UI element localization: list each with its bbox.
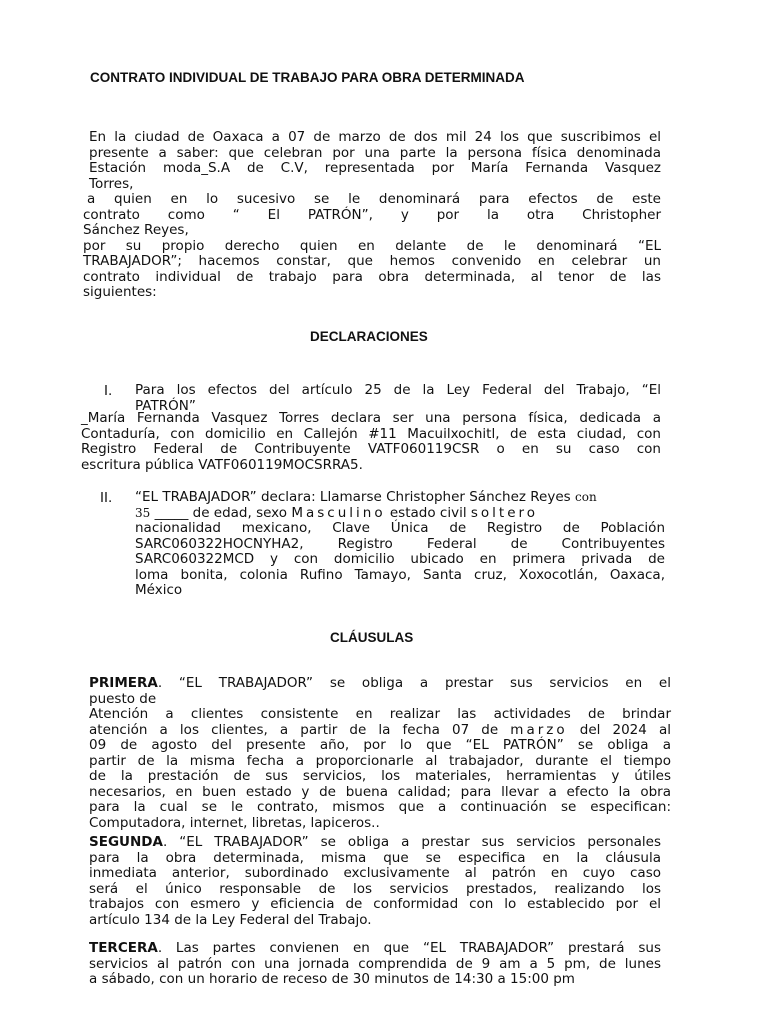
intro-line: contrato individual de trabajo para obra determinada, al tenor de las [83,268,661,285]
clause-line: puesto de [89,690,157,707]
clause-line: necesarios, en buen estado y de buena calidad; para llevar a efecto la obra [89,783,671,800]
intro-line: TRABAJADOR”; hacemos constar, que hemos convenido en celebrar un [83,253,661,269]
clause-line: inmediata anterior, subordinado exclusivamente al patrón en cuyo caso [89,865,661,881]
intro-line: contrato como “ El PATRÓN”, y por la otra Christopher [83,206,661,223]
clause-line: TERCERA. Las partes convienen en que “EL TRABAJADOR” prestará sus [89,940,661,956]
clause-line: a sábado, con un horario de receso de 30 minutos de 14:30 a 15:00 pm [89,971,575,987]
clause-label: TERCERA [89,940,158,956]
intro-paragraph [89,130,661,192]
clause-line: partir de la misma fecha a proporcionarle al trabajador, durante el tiempo [89,752,671,769]
intro-line: presente a saber: que celebran por una parte la persona física denominada [89,144,661,161]
declaration-line: SARC060322HOCNYHA2, Registro Federal de Contribuyentes [135,535,665,552]
clause-label: PRIMERA [89,675,158,691]
declaration-line: Para los efectos del artículo 25 de la Ley Federal del Trabajo, “El [135,382,661,398]
declaration-line: escritura pública VATF060119MOCSRRA5. [81,456,363,473]
declaration-line: México [135,582,183,598]
clausulas-heading: CLÁUSULAS [330,630,414,645]
clause-line: para la cual se le contrato, mismos que a continuación se especifican: [89,799,671,815]
clause-line: trabajos con esmero y eficiencia de conformidad con lo establecido por el [89,896,661,912]
declaration-line: loma bonita, colonia Rufino Tamayo, Santa cruz, Xoxocotlán, Oaxaca, [135,566,665,583]
clausula-primera [89,676,671,831]
declaration-line: SARC060322MCD y con domicilio ubicado en primera privada de [135,551,665,567]
intro-line: Estación moda_S.A de C.V, representada por María Fernanda Vasquez [89,160,661,176]
declaration-line: “EL TRABAJADOR” declara: Llamarse Christopher Sánchez Reyes con [135,489,597,505]
document-title: CONTRATO INDIVIDUAL DE TRABAJO PARA OBRA DETERMINADA [90,70,525,85]
intro-line: Sánchez Reyes, [83,222,189,238]
declaration-2-body [135,490,665,599]
clause-label: SEGUNDA [89,834,163,850]
clause-line: artículo 134 de la Ley Federal del Trabajo. [89,911,372,928]
declaration-1-number: I. [104,383,113,399]
declaration-line: nacionalidad mexicano, Clave Única de Registro de Población [135,520,665,536]
declaration-2-number: II. [100,490,113,506]
intro-line: En la ciudad de Oaxaca a 07 de marzo de dos mil 24 los que suscribimos el [89,129,661,145]
intro-line: Torres, [89,175,134,192]
clausula-tercera [89,941,661,988]
declaration-line: PATRÓN” [135,397,196,414]
clause-line: servicios al patrón con una jornada comprendida de 9 am a 5 pm, de lunes [89,955,661,972]
intro-line: siguientes: [83,284,157,300]
clause-line: de la prestación de sus servicios, los materiales, herramientas y útiles [89,768,671,784]
declaration-line: Contaduría, con domicilio en Callejón #11 Macuilxochitl, de esta ciudad, con [81,425,661,442]
intro-paragraph-cont [83,192,661,301]
clause-line: Atención a clientes consistente en realizar las actividades de brindar [89,706,671,722]
declaration-line: _María Fernanda Vasquez Torres declara ser una persona física, dedicada a [81,410,661,426]
clause-line: atención a los clientes, a partir de la fecha 07 de marzo del 2024 al [89,721,671,738]
clause-line: SEGUNDA. “EL TRABAJADOR” se obliga a prestar sus servicios personales [89,834,661,850]
declaraciones-heading: DECLARACIONES [310,329,428,344]
clause-line: 09 de agosto del presente año, por lo que “EL PATRÓN” se obliga a [89,737,671,753]
clause-line: Computadora, internet, libretas, lapiceros.. [89,814,380,831]
clausula-segunda [89,835,661,928]
declaration-1-body [81,411,661,473]
clause-line: será el único responsable de los servicios prestados, realizando los [89,880,661,897]
declaration-line: Registro Federal de Contribuyente VATF060119CSR o en su caso con [81,441,661,457]
declaration-line: 35 _____ de edad, sexo Masculino estado civil soltero [135,504,539,521]
clause-line: PRIMERA. “EL TRABAJADOR” se obliga a prestar sus servicios en el [89,675,671,691]
clause-line: para la obra determinada, misma que se especifica en la cláusula [89,849,661,866]
intro-line: por su propio derecho quien en delante de le denominará “EL [83,237,661,254]
intro-line: a quien en lo sucesivo se le denominará para efectos de este [87,191,661,207]
